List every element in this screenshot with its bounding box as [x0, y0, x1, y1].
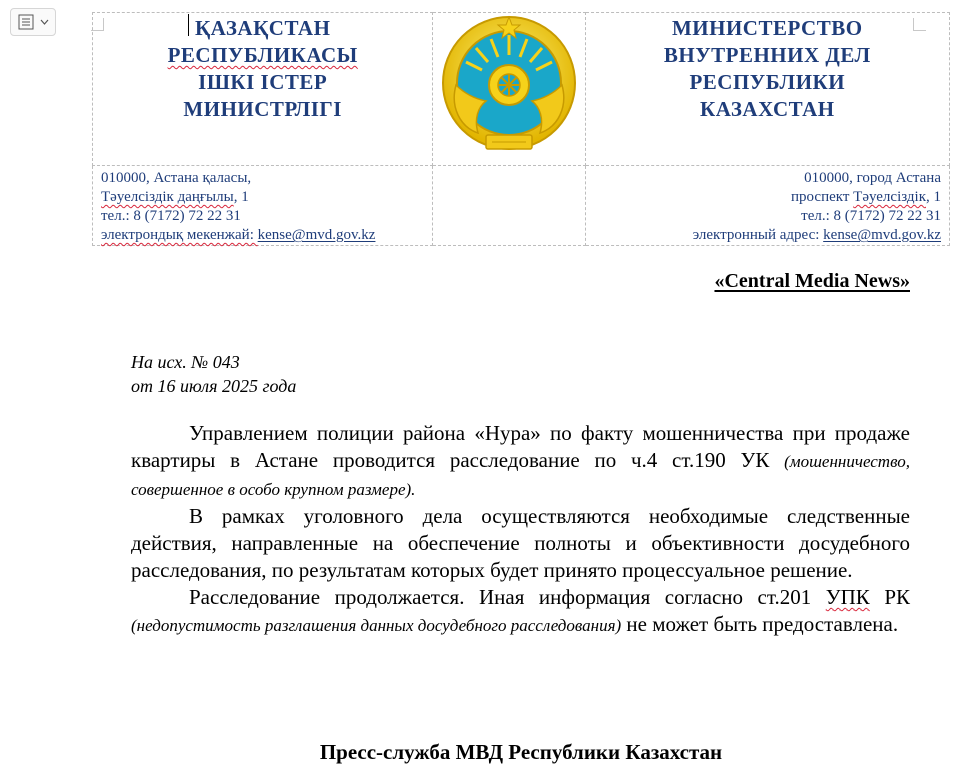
org-line: МИНИСТЕРСТВО	[671, 16, 863, 40]
paragraph-text: Расследование продолжается. Иная информация согласно ст.201	[189, 585, 826, 609]
letterhead-table	[92, 12, 950, 246]
outgoing-date: от 16 июля 2025 года	[131, 376, 297, 396]
paragraph-text: РК	[869, 585, 911, 609]
address-line: 010000, Астана қаласы,	[101, 170, 252, 186]
signature: Пресс-служба МВД Республики Казахстан	[319, 740, 723, 764]
outgoing-reference	[131, 350, 296, 398]
address-empty-cell	[433, 166, 585, 246]
org-line: КАЗАХСТАН	[699, 97, 835, 121]
paragraph-text: Управлением полиции района «Нура» по факту мошенничества при продаже квартиры в Астане проводится расследование по ч.4 ст.190 УК	[131, 421, 910, 472]
org-line: ІШКІ ІСТЕР	[198, 70, 328, 94]
paragraph-note: (недопустимость разглашения данных досудебного расследования)	[131, 616, 622, 635]
email-label: электронный адрес:	[692, 227, 824, 243]
org-line: ВНУТРЕННИХ ДЕЛ	[663, 43, 871, 67]
chevron-down-icon	[40, 19, 49, 25]
letterhead-emblem-cell	[433, 13, 585, 166]
org-line: МИНИСТРЛІГІ	[183, 97, 342, 121]
left-address-block	[93, 166, 433, 246]
org-line: ҚАЗАҚСТАН	[194, 16, 331, 40]
address-number: , 1	[926, 189, 941, 205]
letterhead-left-org	[93, 13, 433, 166]
org-line: РЕСПУБЛИКАСЫ	[167, 43, 358, 67]
email-link[interactable]: kense@mvd.gov.kz	[257, 227, 376, 243]
code-abbreviation: УПК	[825, 585, 870, 609]
paragraph	[131, 584, 910, 639]
email-link[interactable]: kense@mvd.gov.kz	[823, 227, 941, 243]
address-street: Тәуелсіздік	[853, 189, 926, 205]
paragraph-note: (мошенничество, совершенное в особо крупном размере).	[131, 452, 910, 499]
phone-line: тел.: 8 (7172) 72 22 31	[101, 208, 241, 224]
org-line: РЕСПУБЛИКИ	[689, 70, 846, 94]
text-cursor	[188, 14, 189, 36]
paragraph-text: не может быть предоставлена.	[621, 612, 899, 636]
paragraph	[131, 420, 910, 503]
address-street-prefix: проспект	[791, 189, 854, 205]
recipient: «Central Media News»	[714, 270, 910, 292]
outgoing-number: На исх. № 043	[131, 352, 240, 372]
state-emblem-icon	[438, 15, 580, 161]
letter-body	[131, 420, 910, 639]
address-number: , 1	[233, 189, 249, 205]
right-address-block	[585, 166, 949, 246]
letterhead-right-org	[585, 13, 949, 166]
list-icon	[18, 14, 34, 30]
phone-line: тел.: 8 (7172) 72 22 31	[801, 208, 941, 224]
address-line: 010000, город Астана	[804, 170, 941, 186]
address-street: Тәуелсіздік даңғылы	[101, 189, 234, 205]
email-label: электрондық мекенжай:	[101, 227, 258, 243]
navigation-pane-button[interactable]	[10, 8, 56, 36]
paragraph: В рамках уголовного дела осуществляются необходимые следственные действия, направленные на обеспечение полноты и объективности досудебного расследования, по результатам которых будет принято процессуальное решение.	[131, 504, 910, 582]
